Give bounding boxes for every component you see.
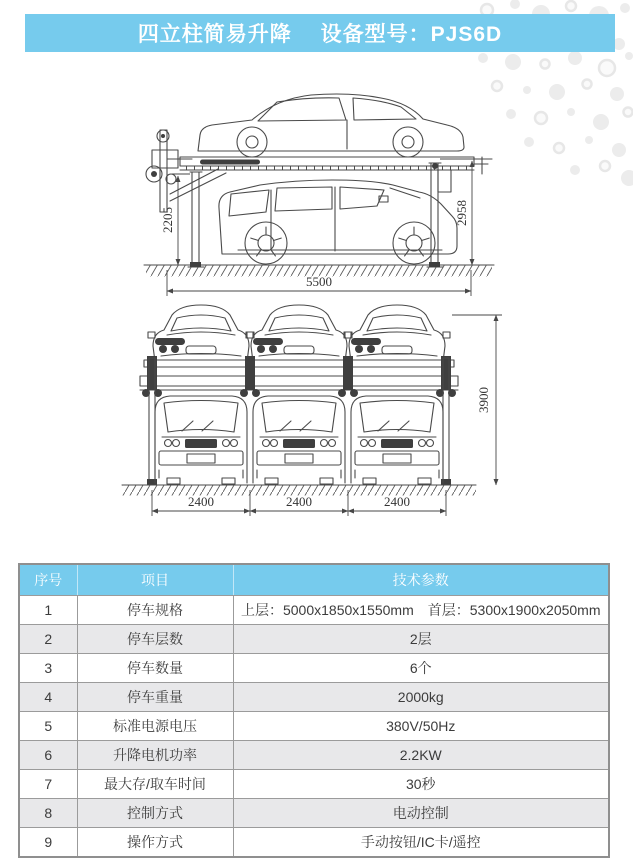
item-cell: 控制方式	[77, 799, 233, 828]
bay-width-dim-label-1: 2400	[188, 494, 214, 509]
index-cell: 8	[19, 799, 77, 828]
table-row	[19, 683, 609, 712]
title-bar	[25, 14, 615, 52]
table-row	[19, 770, 609, 799]
specs-table	[18, 563, 610, 858]
index-cell: 2	[19, 625, 77, 654]
item-cell: 升降电机功率	[77, 741, 233, 770]
lift-platform	[180, 157, 492, 174]
value-cell: 6个	[233, 654, 609, 683]
sedan-upper-deck	[198, 94, 464, 157]
value-cell: 上层：5000x1850x1550mm 首层：5300x1900x2050mm	[233, 596, 609, 625]
item-cell: 停车规格	[77, 596, 233, 625]
table-row	[19, 625, 609, 654]
value-cell: 2.2KW	[233, 741, 609, 770]
value-cell: 2层	[233, 625, 609, 654]
platform-beams	[140, 356, 458, 397]
lift-posts	[188, 163, 451, 267]
table-row	[19, 828, 609, 858]
index-cell: 5	[19, 712, 77, 741]
side-view-drawing	[130, 84, 505, 300]
upper-deck-cars	[148, 305, 450, 362]
page-title: 四立柱简易升降 设备型号：PJS6D	[137, 23, 503, 46]
item-cell: 停车数量	[77, 654, 233, 683]
item-cell: 停车重量	[77, 683, 233, 712]
bay-width-dim-label-3: 2400	[384, 494, 410, 509]
index-cell: 3	[19, 654, 77, 683]
item-cell: 最大存/取车时间	[77, 770, 233, 799]
value-cell: 30秒	[233, 770, 609, 799]
table-row	[19, 596, 609, 625]
table-row	[19, 799, 609, 828]
side-total-height-dim-label: 2958	[454, 200, 469, 226]
value-cell: 2000kg	[233, 683, 609, 712]
value-cell: 手动按钮/IC卡/遥控	[233, 828, 609, 858]
value-cell: 380V/50Hz	[233, 712, 609, 741]
ground-level-vans	[155, 396, 443, 484]
item-cell: 停车层数	[77, 625, 233, 654]
side-clearance-dim-label: 2205	[160, 207, 175, 233]
table-row	[19, 712, 609, 741]
index-cell: 7	[19, 770, 77, 799]
item-cell: 标准电源电压	[77, 712, 233, 741]
index-cell: 9	[19, 828, 77, 858]
item-cell: 操作方式	[77, 828, 233, 858]
value-cell: 电动控制	[233, 799, 609, 828]
front-total-height-dim-label: 3900	[476, 387, 491, 413]
front-view-drawing	[118, 300, 518, 545]
side-length-dim-label: 5500	[306, 274, 332, 289]
column-header-index: 序号	[19, 564, 77, 596]
table-header-row	[19, 564, 609, 596]
index-cell: 1	[19, 596, 77, 625]
table-row	[19, 741, 609, 770]
column-header-params: 技术参数	[233, 564, 609, 596]
column-header-item: 项目	[77, 564, 233, 596]
index-cell: 4	[19, 683, 77, 712]
corner-posts	[145, 358, 453, 485]
hoist-mechanism	[146, 130, 226, 212]
bay-width-dim-label-2: 2400	[286, 494, 312, 509]
suv-ground-level	[219, 180, 457, 264]
index-cell: 6	[19, 741, 77, 770]
table-row	[19, 654, 609, 683]
